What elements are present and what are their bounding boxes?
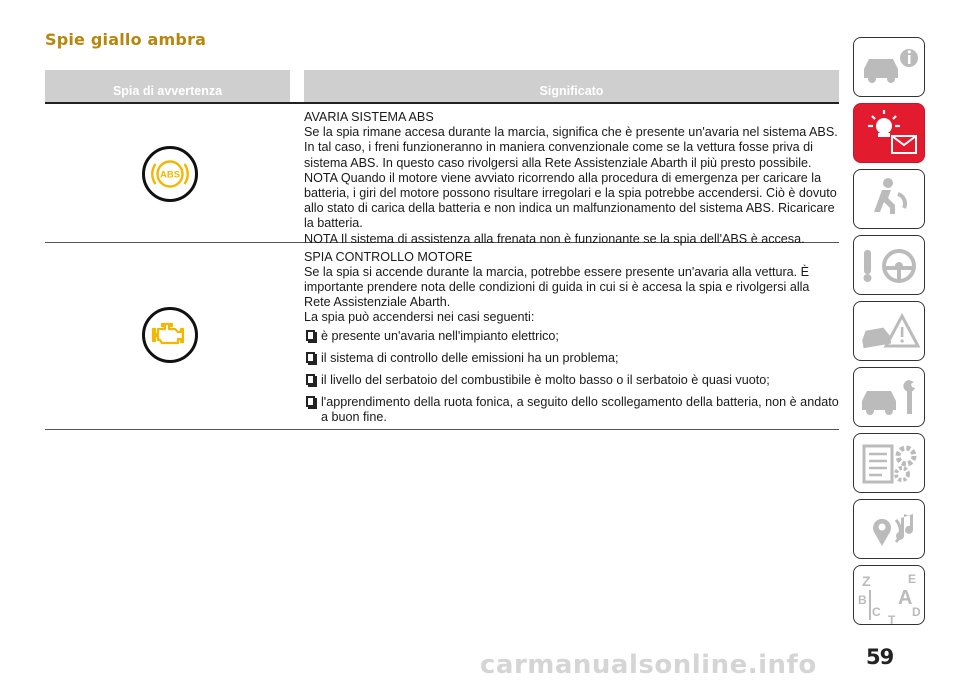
tab-car-info[interactable] bbox=[853, 37, 925, 97]
tab-warning-lights[interactable] bbox=[853, 103, 925, 163]
table-row-abs bbox=[45, 104, 839, 246]
cases-list bbox=[304, 329, 839, 425]
warning-lights-icon bbox=[854, 104, 926, 164]
table-header bbox=[45, 70, 839, 102]
abs-icon-label: ABS bbox=[159, 169, 181, 181]
engine-check-icon bbox=[142, 307, 198, 363]
row-note: NOTA Quando il motore viene avviato ricorrendo alla procedura di emergenza per caricare la batteria, i giri del motore possono risultare irregolari e la spia potrebbe accendersi. Ciò è dovuto allo stato di carica della batteria e non indica un malfunzionamento del sistema ABS. Ricaricare la batteria. bbox=[304, 170, 837, 231]
icon-cell bbox=[45, 104, 304, 242]
table-row-engine bbox=[45, 243, 839, 430]
row-heading: AVARIA SISTEMA ABS bbox=[304, 110, 434, 124]
svg-text:T: T bbox=[888, 613, 896, 626]
tab-maintenance[interactable] bbox=[853, 367, 925, 427]
icon-cell bbox=[45, 243, 304, 429]
tab-safety[interactable] bbox=[853, 169, 925, 229]
list-item: il sistema di controllo delle emissioni ha un problema; bbox=[304, 351, 839, 366]
tab-index[interactable] bbox=[853, 565, 925, 625]
list-item: il livello del serbatoio del combustibile è molto basso o il serbatoio è quasi vuoto; bbox=[304, 373, 839, 388]
list-item: è presente un'avaria nell'impianto elettrico; bbox=[304, 329, 839, 344]
svg-text:C: C bbox=[872, 605, 881, 619]
checkbox-bullet-icon bbox=[306, 374, 315, 385]
abs-warning-icon bbox=[142, 146, 198, 202]
checkbox-bullet-icon bbox=[306, 396, 315, 407]
svg-text:B: B bbox=[858, 593, 867, 607]
meaning-cell bbox=[304, 243, 839, 429]
svg-text:E: E bbox=[908, 572, 917, 586]
warning-lights-table bbox=[45, 70, 839, 430]
row-paragraph: Se la spia rimane accesa durante la marcia, significa che è presente un'avaria nel sistema ABS. In tal caso, i freni funzioneranno in maniera convenzionale come se la vettura fosse priva di sistema ABS. In questo caso rivolgersi alla Rete Assistenziale Abarth il più presto possibile. bbox=[304, 125, 838, 170]
header-warning-light: Spia di avvertenza bbox=[45, 70, 290, 102]
car-wrench-icon bbox=[854, 368, 926, 428]
list-item: l'apprendimento della ruota fonica, a seguito dello scollegamento della batteria, non è andato a buon fine. bbox=[304, 395, 839, 425]
header-meaning: Significato bbox=[304, 70, 839, 102]
checkbox-bullet-icon bbox=[306, 352, 315, 363]
multimedia-icon bbox=[854, 500, 926, 560]
svg-text:A: A bbox=[898, 587, 913, 609]
tab-starting-driving[interactable] bbox=[853, 235, 925, 295]
tab-emergency[interactable] bbox=[853, 301, 925, 361]
row-paragraph: Se la spia si accende durante la marcia, potrebbe essere presente un'avaria alla vettura. È importante prendere nota delle condizioni di guida in cui si è accesa la spia e rivolgersi alla Rete Assistenziale Abarth. bbox=[304, 265, 810, 309]
emergency-triangle-icon bbox=[854, 302, 926, 362]
meaning-cell bbox=[304, 104, 839, 246]
page-number: 59 bbox=[866, 645, 894, 669]
watermark: carmanualsonline.info bbox=[480, 650, 817, 680]
checkbox-bullet-icon bbox=[306, 330, 315, 341]
svg-text:Z: Z bbox=[862, 573, 871, 589]
steering-wheel-key-icon bbox=[854, 236, 926, 296]
row-paragraph: La spia può accendersi nei casi seguenti: bbox=[304, 310, 535, 324]
row-note: NOTA Il sistema di assistenza alla frenata non è funzionante se la spia dell'ABS è accesa. bbox=[304, 231, 805, 246]
airbag-safety-icon bbox=[854, 170, 926, 230]
svg-text:D: D bbox=[912, 605, 921, 619]
alphabetical-index-icon bbox=[854, 566, 926, 626]
tab-technical-data[interactable] bbox=[853, 433, 925, 493]
section-title: Spie giallo ambra bbox=[45, 30, 207, 49]
specs-gears-icon bbox=[854, 434, 926, 494]
tab-multimedia[interactable] bbox=[853, 499, 925, 559]
car-info-icon bbox=[854, 38, 926, 98]
row-heading: SPIA CONTROLLO MOTORE bbox=[304, 250, 473, 264]
